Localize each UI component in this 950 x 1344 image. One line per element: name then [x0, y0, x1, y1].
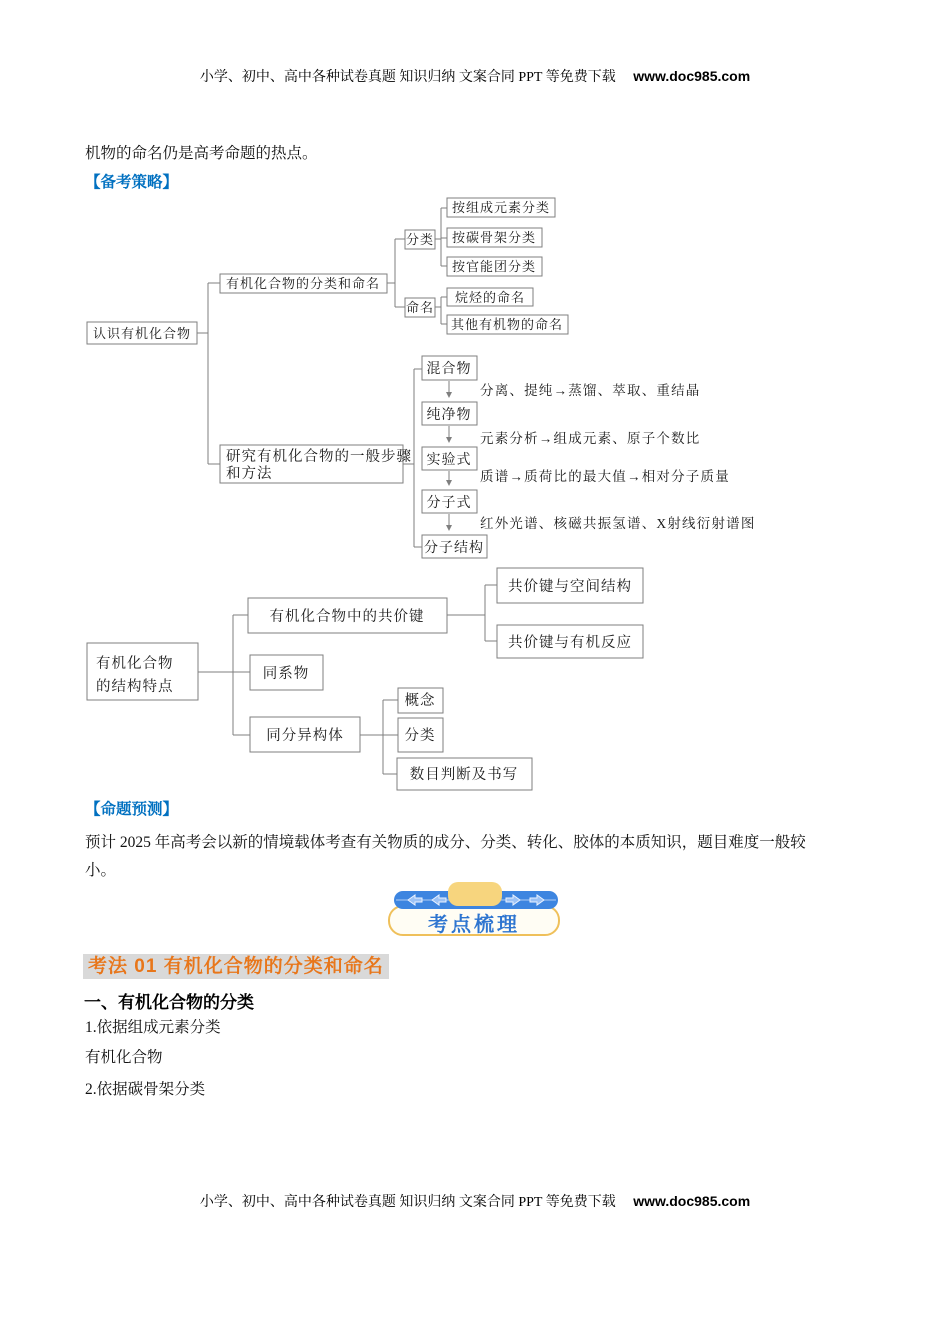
node-label: 同分异构体: [266, 728, 344, 744]
section-heading-mingti: 【命题预测】: [85, 801, 179, 818]
node-covalent-space: [497, 568, 643, 603]
node-label: 混合物: [426, 362, 472, 377]
node-label: 的结构特点: [96, 679, 174, 695]
node-label: 按官能团分类: [451, 259, 537, 274]
connector-classify-naming: [387, 239, 405, 307]
node-by-functional-group: [447, 257, 542, 276]
node-label: 认识有机化合物: [92, 326, 192, 341]
node-classify: [405, 230, 435, 249]
node-classify-naming: [220, 274, 387, 293]
header-site-url: www.doc985.com: [633, 68, 751, 84]
footer-text: 小学、初中、高中各种试卷真题 知识归纳 文案合同 PPT 等免费下载: [199, 1195, 616, 1210]
node-naming: [405, 298, 435, 317]
node-label: 数目判断及书写: [409, 767, 519, 783]
node-molecular-formula: [422, 490, 477, 513]
node-label: 分子结构: [424, 541, 484, 556]
note-element-analysis: 元素分析→组成元素、原子个数比: [480, 431, 701, 446]
node-by-element: [447, 198, 555, 217]
node-covalent-reaction: [497, 625, 643, 658]
node-recognize-organic: [87, 322, 197, 344]
node-label: 同系物: [262, 666, 310, 682]
node-label: 有机化合物: [96, 656, 174, 672]
node-by-carbon-skeleton: [447, 228, 542, 247]
node-label: 实验式: [426, 453, 472, 468]
body-paragraph-1: 1.依据组成元素分类: [85, 1019, 221, 1036]
mindmap-diagram: [80, 190, 790, 805]
subsection-heading: 一、有机化合物的分类: [84, 993, 254, 1012]
node-structure-features: [87, 643, 198, 700]
node-count-writing: [397, 758, 532, 790]
node-concept: [398, 688, 443, 713]
node-label: 按碳骨架分类: [451, 230, 537, 245]
connector-root2: [198, 615, 250, 735]
kaofa-heading-wrap: [83, 951, 389, 978]
badge-frame: [388, 905, 560, 936]
badge-arrow-left-icon: [408, 895, 422, 905]
badge-label: 考点梳理: [428, 914, 520, 936]
connector-classify-children: [435, 208, 447, 266]
body-paragraph-2: 有机化合物: [85, 1049, 163, 1066]
page-header: [0, 66, 950, 86]
node-pure-substance: [422, 402, 477, 425]
prediction-line-1: 预计 2025 年高考会以新的情境载体考查有关物质的成分、分类、转化、胶体的本质知识，题目难度一般较: [85, 834, 806, 851]
node-label: 命名: [405, 300, 435, 315]
node-mixture: [422, 356, 477, 380]
node-label: 有机化合物中的共价键: [269, 609, 425, 625]
intro-paragraph: 机物的命名仍是高考命题的热点。: [85, 145, 318, 162]
connector-root1: [197, 283, 220, 464]
node-molecular-structure: [422, 535, 487, 558]
header-text: 小学、初中、高中各种试卷真题 知识归纳 文案合同 PPT 等免费下载: [199, 70, 616, 85]
note-separation: 分离、提纯→蒸馏、萃取、重结晶: [480, 383, 701, 398]
node-empirical-formula: [422, 447, 477, 470]
node-label: 分子式: [426, 496, 472, 511]
connector-covalent-children: [447, 585, 497, 641]
node-research-steps: [220, 445, 412, 483]
node-label: 分类: [405, 232, 435, 247]
node-label: 按组成元素分类: [451, 200, 551, 215]
node-label: 研究有机化合物的一般步骤: [226, 449, 412, 465]
node-isomer-classify: [398, 718, 443, 752]
connector-isomer-children: [360, 700, 398, 774]
node-label: 其他有机物的命名: [450, 317, 564, 332]
prediction-line-2: 小。: [85, 862, 117, 879]
node-label: 纯净物: [426, 408, 472, 423]
body-paragraph-3: 2.依据碳骨架分类: [85, 1081, 206, 1098]
node-label: 有机化合物的分类和命名: [225, 276, 381, 291]
node-covalent-bonds: [248, 598, 447, 633]
node-label: 分类: [404, 728, 436, 744]
node-label: 和方法: [226, 466, 273, 482]
node-homologs: [250, 655, 323, 690]
footer-site-url: www.doc985.com: [633, 1193, 751, 1209]
node-alkane-naming: [447, 288, 533, 306]
node-label: 概念: [404, 693, 436, 709]
node-label: 烷烃的命名: [454, 290, 526, 305]
badge-arrow-right-icon: [506, 895, 520, 905]
kaodian-badge: [388, 880, 564, 942]
section-heading-beikao: 【备考策略】: [85, 174, 179, 191]
badge-yellow-tab: [448, 882, 502, 906]
page-footer: [0, 1191, 950, 1211]
note-mass-spec: 质谱→质荷比的最大值→相对分子质量: [480, 469, 730, 484]
note-spectra: 红外光谱、核磁共振氢谱、X射线衍射谱图: [480, 516, 756, 531]
node-other-naming: [447, 315, 568, 334]
connector-naming-children: [435, 297, 447, 324]
node-label: 共价键与空间结构: [508, 579, 632, 595]
node-label: 共价键与有机反应: [508, 635, 632, 651]
badge-arrow-right-icon: [530, 895, 544, 905]
kaofa-heading: 考法 01 有机化合物的分类和命名: [83, 954, 389, 979]
node-isomers: [250, 717, 360, 752]
badge-arrow-left-icon: [432, 895, 446, 905]
